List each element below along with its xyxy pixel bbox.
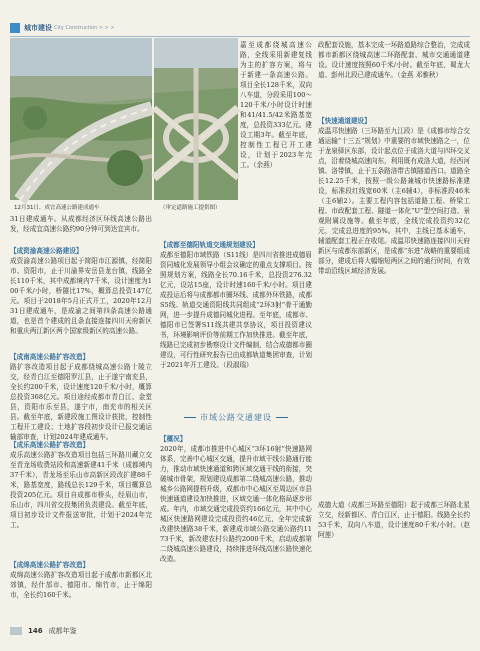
section-title-en: City Construction > > > — [54, 25, 115, 31]
item-heading-chengziyu: 【成资渝高速公路建设】 — [10, 247, 83, 255]
item-text-express-channel: 成温邛快速路（三环路至九江段）是《成都市综合交通运输“十三五”规划》中重要的市域快速路之一，位于龙泉驿区东部，设计起点位于成洛大道与四环交叉点，沿着绕城高速向东，利用既有成洛大道，经西河镇、洛带镇，止于五条路洛带古镇隧道西口。道路全长12.25千米，按照一级公路兼城市快速路标准建设，标准段红线宽60米（主6辅4），非标准段46米（主6辅2）。主要工程内容包括道路工程、桥梁工程、市政配套工程、隧道一体化“U”型空间打造、景观附属设施等。截至年底，全线完成投资约32亿元，完成总进度的95%。其中，主线已基本通车，辅道配套工程正在收尾。成温邛快速路连接四川天府新区与成都东部新区，是成都“东进”战略的重要组成部分，建成后将大幅缩短两区之间的通行时间，有效带动沿线区域经济发展。 — [318, 127, 470, 275]
section-title-municipal-highway — [160, 412, 312, 423]
section-square-icon — [10, 23, 20, 33]
item-text-chengnan: 路扩容改造项目起于成都绕城高速公路十陵立交，经青白江至德阳罗江县，止于遂宁南充县，全长约200千米，设计速度120千米/小时，概算总投资368亿元。项目途经成都市青白江、金堂县，资阳市乐至县，遂宁市，南充市的相关区县。截至年底，新建段施工图设计获批，控制性工程开工建设；土地扩容段初步设计已报交通运输部审查，计划2024年建成通车。 — [10, 363, 152, 441]
item-text-chengde-rail: 成都至德阳市域铁路（S11线）是四川省推进成德眉资同城化发展领导小组会议确定的重点支撑项目。按照规划方案，线路全长70.16千米，总投资276.32亿元，设站15座，设计时速160千米/小时。项目建成投运后将与成都都市圈环线、成都外环铁路，成都S5线、轨道交通资阳线共同组成“2环3射”骨干通勤网，进一步提升成德同城化进程。至年底，成都市、德阳市已签署S11线共建共享协议，项目投资建议书，环境影响评价等前期工作加快推进。截至年底，线路已完成初步勘察设计文件编制，结合成德都市圈建设，可行性研究报告已由成都轨道集团审查，计划于2021年开工建设。（段淑瑞） — [160, 251, 312, 369]
header-rule — [10, 36, 470, 37]
item-text-chengle: 成乐高速公路扩容改造项目包括三环路川藏立交至青龙场收费站段和高速新建41千米（成都境内37千米），青龙场至乐山市高新区段改扩建88千米，路基宽度，路线总长129千米，项目概算总投资205亿元。项目自成都市桥头，经眉山市，乐山市，四川省交投集团负责建设。截至年底，项目初步设计文件报送审批，计划于2024年完工。 — [10, 451, 152, 529]
page-footer — [10, 626, 77, 636]
item-text-chengmian: 成绵高速公路扩容改造项目起于成都市新都区北郊镇，经什邡市、德阳市、绵竹市，止于绵阳市，全长约160千米。 — [10, 571, 152, 599]
chengmian-continued-text-b — [160, 214, 312, 234]
photo-interchange — [154, 38, 238, 200]
item-heading-chengnan: 【成南高速公路扩容改造】 — [10, 353, 90, 361]
book-name: 成都年鉴 — [48, 627, 77, 635]
item-heading-express-channel: 【快速通道建设】 — [318, 117, 371, 125]
section-title-cn: 城市建设 — [24, 24, 52, 32]
item-text-chengziyu: 成资渝高速公路项目起于简阳市江源镇，经简阳市、资阳市，止于川渝界安岳县龙台镇，线路全长110千米，其中成都境内7千米，设计速度为100千米/小时，桥隧比17%，概算总投资147亿元。项目于2018年5月正式开工，2020年12月31日建成通车，是成渝之间第四条高速公路通道，也是首个建成的且条直接连接四川天府新区和重庆两江新区两个国家级新区的高速公路。 — [10, 257, 152, 335]
interchange-aerial-image — [154, 38, 238, 200]
photo-caption-credit: （审定道路施工提供图） — [160, 205, 221, 211]
running-header — [10, 22, 470, 36]
col3-continued-text: 政配套设施，基本完成一环路道路综合整治，完成成都市新都区绕城高速二环路配套、城市交通通道建设。设计速度按照60千米/小时。截至年底，蜀龙大道、彭州北段已建成通车。（金燕 邓雅秋） — [318, 41, 470, 79]
section-title-text: 市域公路交通建设 — [200, 413, 272, 422]
item-heading-overview: 【概况】 — [160, 435, 187, 443]
title-dash-left — [184, 417, 196, 418]
item-heading-chengle: 【成乐高速公路扩容改造】 — [10, 441, 90, 449]
page-number: 146 — [28, 627, 43, 635]
footer-bar — [10, 627, 22, 635]
photo-caption-main: 12月31日，成宜高速公路建成通车 — [14, 205, 100, 211]
item-heading-chengmian: 【成绵高速公路扩容改造】 — [10, 561, 90, 569]
item-heading-chengde-rail: 【成都至德阳轨道交通规划建设】 — [160, 241, 259, 249]
item-text-chengde-avenue: 成德大道（成都三环路至德阳）起于成都三环路北星立交，经新都区、青白江区，止于德阳。线路全长约53千米，双向八车道，设计速度80千米/小时。（赵阿莲） — [318, 501, 470, 539]
item-text-overview: 2020年，成都市推进中心城区“3环16射”快速路网体系，完善中心城区交通，提升市域干线公路通行能力，推动市域快速通道和跨区域交通干线的衔接，突破城市骨架，规划建设成都第二绕城高速公路，推动城乡公路网提档升级，成都市中心城区至周边区市县快速通道建设加快推进，区域交通一体化格局逐步形成。年内，市域交通完成投资约166亿元，其中中心城区快速路网建设完成投资约46亿元，全年完成新改建快速路38千米，新建成市域公路交通公路约1173千米，新改建农村公路约2000千米，启动成都第二绕城高速公路建设，持续推进环线高速公路快速化改造。 — [160, 445, 312, 563]
title-dash-right — [276, 417, 288, 418]
highway-aerial-image — [10, 38, 152, 200]
chengmian-continued-text: 嘉至成都绕城高速公路，全线采用新建复线为主的扩容方案，将与于新建一条高速公路。项目全长128千米，双向八车道，分段采用100～120千米/小时设计时速和41/41.5/42米路基宽度，总投资333亿元。建设工期3年。截至年底，控制性工程已开工建设，计划于2023年完工。（余燕） — [240, 41, 312, 169]
intro-text: 31日建成通车。从成都经济区环线高速公路出发，经成宜高速公路约90分钟可到达宜宾市。 — [10, 215, 152, 233]
photo-highway-large — [10, 38, 152, 200]
